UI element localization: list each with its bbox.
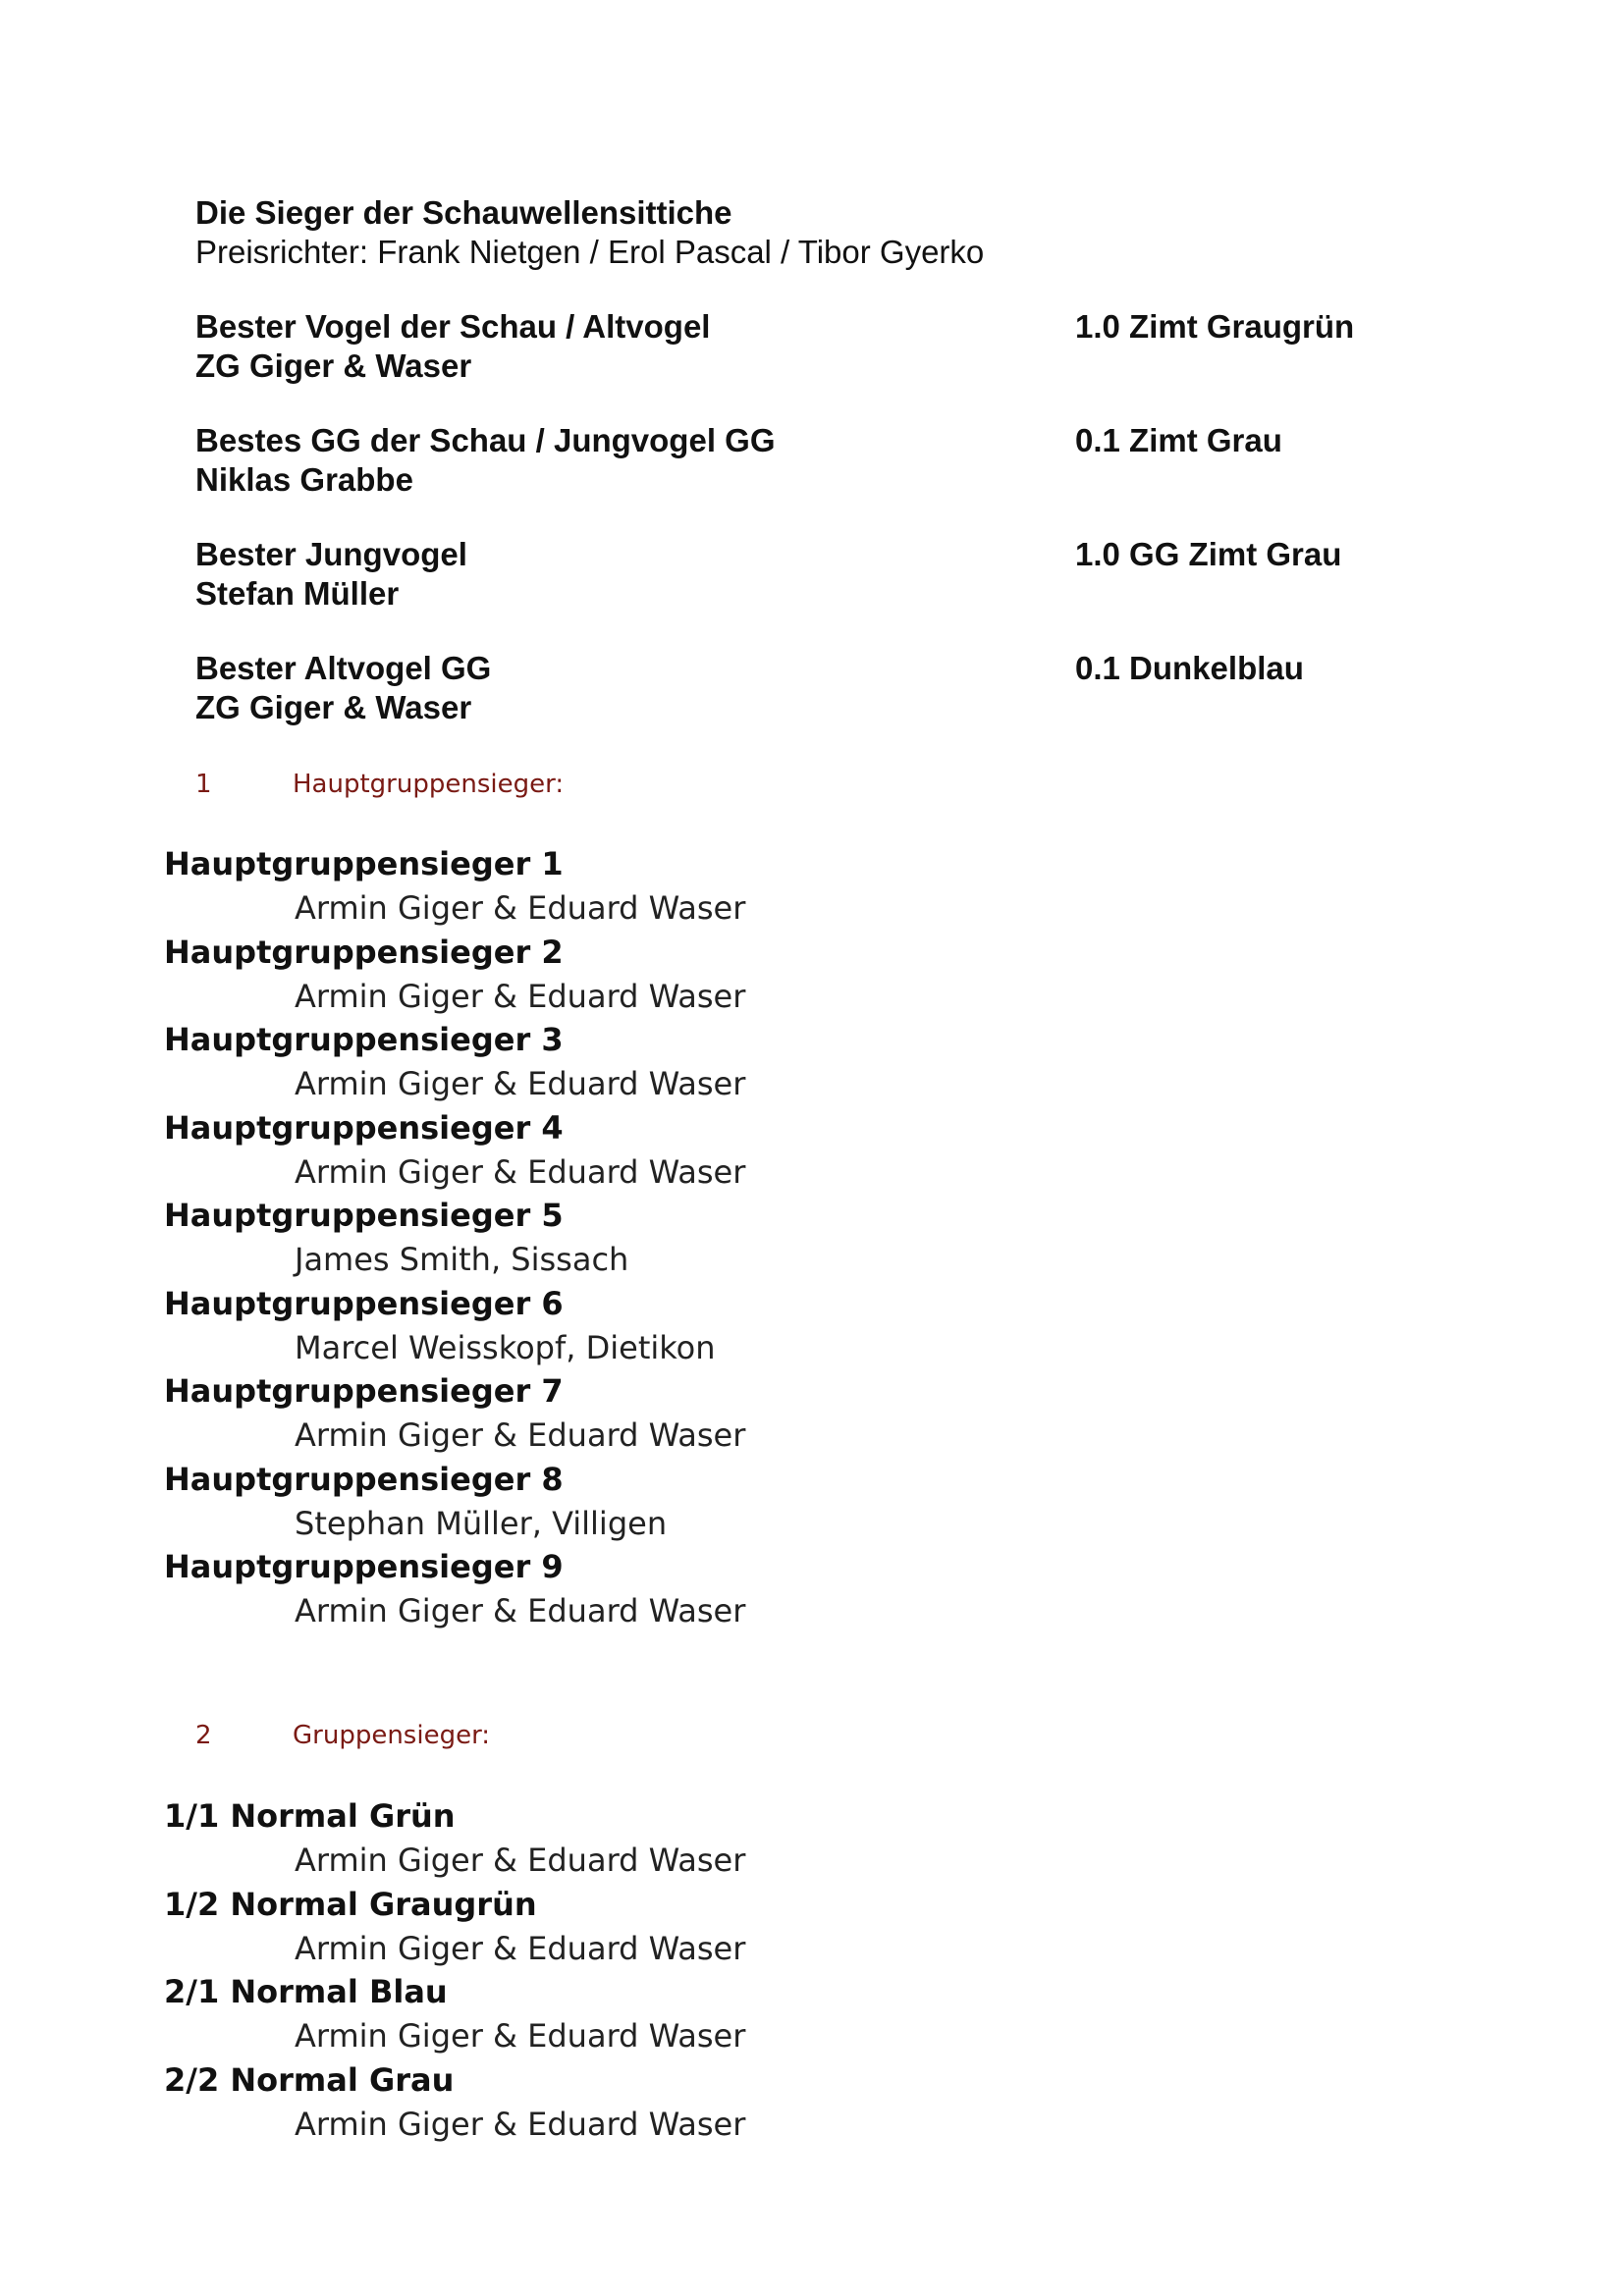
document-title: Die Sieger der Schauwellensittiche <box>195 194 732 231</box>
section-heading-main-groups <box>195 769 564 800</box>
entry-title: Hauptgruppensieger 7 <box>164 1372 564 1410</box>
entry-title: Hauptgruppensieger 8 <box>164 1460 564 1498</box>
section-title: Gruppensieger: <box>293 1721 491 1750</box>
entry-title: 1/2 Normal Graugrün <box>164 1885 537 1923</box>
award-category: Bester Altvogel GG <box>195 650 492 686</box>
award-breeder: Stefan Müller <box>195 575 400 612</box>
entry-name: Armin Giger & Eduard Waser <box>295 1416 746 1454</box>
entry-name: Armin Giger & Eduard Waser <box>295 1152 746 1191</box>
award-bird: 1.0 GG Zimt Grau <box>1075 536 1342 572</box>
entry-title: Hauptgruppensieger 2 <box>164 933 564 971</box>
entry-name: Armin Giger & Eduard Waser <box>295 1929 746 1967</box>
title-block <box>195 193 984 272</box>
entry-name: Marcel Weisskopf, Dietikon <box>295 1328 716 1366</box>
entry-title: 1/1 Normal Grün <box>164 1797 456 1835</box>
entry-name: Armin Giger & Eduard Waser <box>295 977 746 1015</box>
judges-line: Preisrichter: Frank Nietgen / Erol Pascal / Tibor Gyerko <box>195 234 985 270</box>
entry-name: Armin Giger & Eduard Waser <box>295 1592 746 1629</box>
award-bird: 1.0 Zimt Graugrün <box>1075 308 1355 345</box>
award-bird: 0.1 Zimt Grau <box>1075 422 1282 458</box>
section-number: 2 <box>195 1721 212 1750</box>
entry-title: Hauptgruppensieger 4 <box>164 1108 564 1147</box>
award-best-bird <box>195 307 1472 386</box>
section-title: Hauptgruppensieger: <box>293 770 565 799</box>
entry-title: 2/1 Normal Blau <box>164 1973 448 2010</box>
entry-name: James Smith, Sissach <box>295 1241 629 1278</box>
award-breeder: ZG Giger & Waser <box>195 347 472 384</box>
section-heading-groups <box>195 1720 490 1751</box>
entry-title: Hauptgruppensieger 3 <box>164 1021 564 1058</box>
award-bird: 0.1 Dunkelblau <box>1075 650 1304 686</box>
entry-name: Armin Giger & Eduard Waser <box>295 889 746 927</box>
award-category: Bester Vogel der Schau / Altvogel <box>195 308 711 345</box>
entry-title: Hauptgruppensieger 5 <box>164 1197 564 1234</box>
award-category: Bestes GG der Schau / Jungvogel GG <box>195 422 776 458</box>
entry-title: Hauptgruppensieger 1 <box>164 845 564 882</box>
award-breeder: ZG Giger & Waser <box>195 689 472 725</box>
entry-name: Armin Giger & Eduard Waser <box>295 2017 746 2055</box>
award-best-gg <box>195 421 1472 500</box>
award-best-young <box>195 535 1472 614</box>
entry-name: Stephan Müller, Villigen <box>295 1504 668 1542</box>
award-breeder: Niklas Grabbe <box>195 461 413 498</box>
entry-title: Hauptgruppensieger 6 <box>164 1284 564 1322</box>
section-number: 1 <box>195 770 212 799</box>
entry-title: Hauptgruppensieger 9 <box>164 1548 564 1585</box>
award-best-old-gg <box>195 649 1472 727</box>
entry-title: 2/2 Normal Grau <box>164 2060 455 2099</box>
award-category: Bester Jungvogel <box>195 536 467 572</box>
entry-name: Armin Giger & Eduard Waser <box>295 1065 746 1102</box>
entry-name: Armin Giger & Eduard Waser <box>295 2105 746 2143</box>
entry-name: Armin Giger & Eduard Waser <box>295 1842 746 1879</box>
